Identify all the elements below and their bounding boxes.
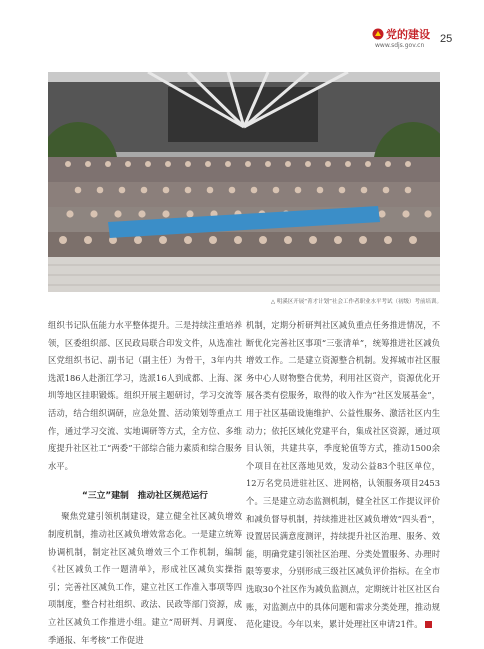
page-header: [0, 0, 484, 60]
group-photo: [48, 72, 440, 292]
article-paragraph-text: 机制，定期分析研判社区减负重点任务推进情况，不断优化完善社区事项“三张清单”，统筹推进社区减负增效工作。二是建立资源整合机制。发挥城市社区服务中心人财物整合优势，利用社区资产，资源优化开展各类有偿服务，取得的收入作为“社区发展基金”，用于社区基础设施维护、公益性服务、激活社区内生动力；依托区域化党建平台，集成社区资源，通过项目认领，共建共享，季度轮值等方式，推动1500余个项目在社区落地见效，发动公益83个驻区单位，12万名党员进驻社区、进网格，认领服务项目2453个。三是建立动态监测机制，健全社区工作提议评价和减负督导机制，持续推进社区减负增效“四头看”，设置居民满意度测评，持续提升社区治理、服务、效能，明确党建引领社区治理、分类处置服务、办理时限等要求，分别形成三级社区减负评价指标。在全市选取30个社区作为减负监测点，定期统计社区社区台账，对监测点中的具体问题和需求分类处理，推动规范化建设。今年以来，累计处理社区申请21件。: [246, 320, 440, 630]
page-number: 25: [440, 33, 453, 45]
website-url: www.sdjs.gov.cn: [375, 42, 425, 49]
section-heading: “三立”建制 推动社区规范运行: [82, 491, 208, 502]
emblem-icon: [372, 28, 384, 40]
article-left-column: [48, 317, 242, 649]
photo-caption: △ 明溪区开展“菁才计划”社会工作者职业水平考试（初级）考前培训。: [270, 299, 442, 305]
end-mark-icon: [425, 621, 432, 628]
article-paragraph: [246, 317, 440, 634]
group-photo-illustration: [48, 72, 440, 292]
article-paragraph: 组织书记队伍能力水平整体提升。三是持续注重培养领，区委组织部、区民政局联合印发文件，从选准社区党组织书记、副书记（副主任）为骨干，3年内共选派186人赴浙江学习，选派16人到成都、上海、深圳等地区挂职锻炼。组织开展主题研讨，学习交流等活动，结合组织调研，应急处置、活动策划等重点工作，通过学习交流、实地调研等方式，全方位、多维度提升社区社工“两委”干部综合能力素质和综合服务水平。: [48, 320, 242, 471]
article-paragraph: 聚焦党建引领机制建设，建立健全社区减负增效制度机制，推动社区减负增效常态化。一是建立统筹协调机制，制定社区减负增效三个工作机制，编制《社区减负工作一题清单》，形成社区减负实操指引；完善社区减负工作，建立社区工作准入事项等四项制度，整合村社组织、政法、民政等部门资源，成立社区减负工作推进小组。建立“周研判、月调度、季通报、年考核”工作促进: [48, 511, 242, 645]
article-right-column: [246, 317, 440, 634]
logo-text: 党的建设: [386, 28, 430, 41]
